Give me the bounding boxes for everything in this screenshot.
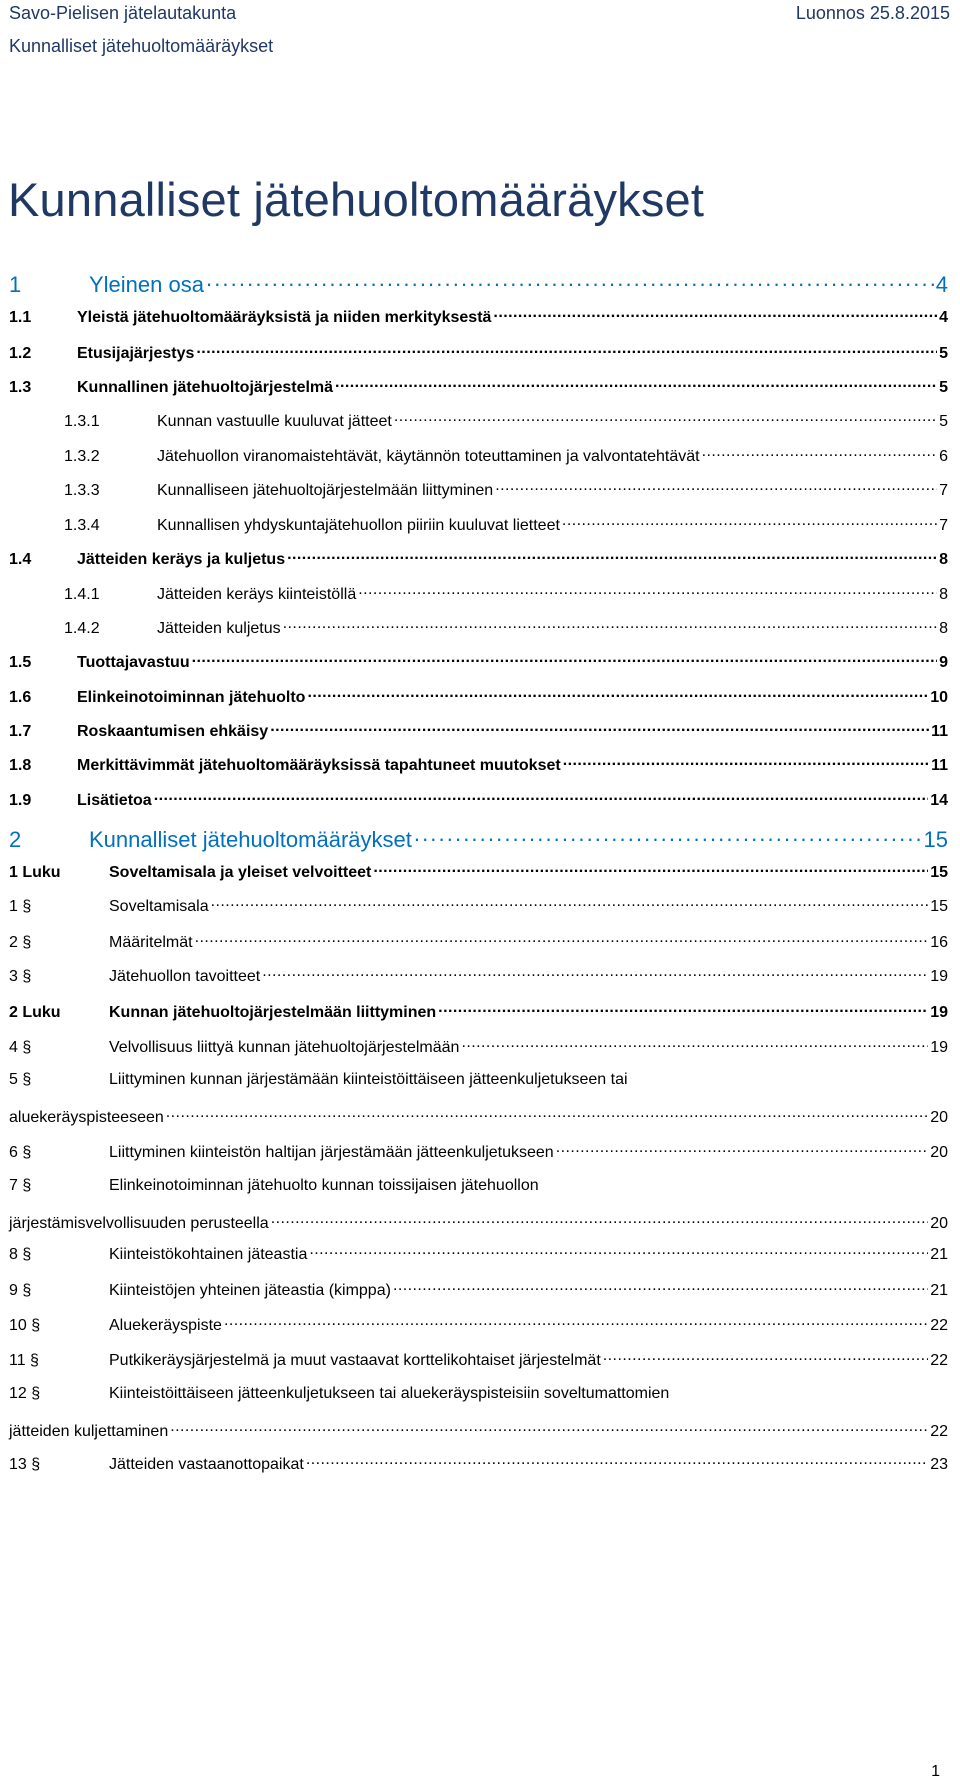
- toc-entry-number: 1.3.2: [64, 448, 100, 465]
- toc-entry-title: Kiinteistöittäiseen jätteenkuljetukseen tai aluekeräyspisteisiin soveltumattomien: [109, 1385, 670, 1402]
- toc-entry-number: 1.9: [9, 792, 32, 809]
- toc-entry[interactable]: [9, 1314, 948, 1335]
- leader-dots: [495, 479, 937, 495]
- toc-entry[interactable]: [9, 1036, 948, 1057]
- toc-entry-number: 1 Luku: [9, 864, 61, 881]
- leader-dots: [335, 376, 937, 392]
- toc-page-number: 22: [930, 1423, 948, 1440]
- toc-entry-number: 1 §: [9, 898, 32, 915]
- toc-entry-number: 13 §: [9, 1456, 41, 1473]
- toc-entry[interactable]: [9, 342, 948, 363]
- leader-dots: [206, 270, 934, 292]
- toc-page-number: 4: [935, 272, 948, 297]
- toc-page-number: 7: [939, 517, 948, 534]
- toc-entry-title: Määritelmät: [109, 934, 193, 951]
- toc-entry-title: Kunnalliseen jätehuoltojärjestelmään liittyminen: [157, 482, 494, 499]
- toc-entry-number: 1.3.4: [64, 517, 100, 534]
- leader-dots: [287, 548, 937, 564]
- page-number: 1: [931, 1763, 940, 1780]
- toc-entry[interactable]: [9, 1001, 948, 1022]
- toc-entry-number: 1.5: [9, 654, 32, 671]
- leader-dots: [192, 651, 937, 667]
- toc-page-number: 20: [930, 1109, 948, 1126]
- toc-entry-number: 4 §: [9, 1039, 32, 1056]
- toc-entry-number: 1.3: [9, 379, 32, 396]
- toc-page-number: 7: [939, 482, 948, 499]
- toc-entry-title: Lisätietoa: [77, 792, 152, 809]
- toc-entry[interactable]: [9, 720, 948, 741]
- toc-page-number: 8: [939, 586, 948, 603]
- header-draft-date: Luonnos 25.8.2015: [795, 3, 950, 23]
- leader-dots: [196, 342, 937, 358]
- header-organization: Savo-Pielisen jätelautakunta: [9, 3, 237, 23]
- toc-entry[interactable]: [9, 1349, 948, 1370]
- toc-entry-number: 1.8: [9, 757, 32, 774]
- toc-page-number: 21: [930, 1246, 948, 1263]
- toc-entry-number: 8 §: [9, 1246, 32, 1263]
- toc-entry-title-continued: jätteiden kuljettaminen: [9, 1423, 169, 1440]
- toc-entry-number: 5 §: [9, 1071, 32, 1088]
- toc-entry-title: Aluekeräyspiste: [109, 1317, 222, 1334]
- leader-dots: [358, 583, 937, 599]
- toc-entry[interactable]: [9, 1141, 948, 1162]
- toc-entry-title: Jätteiden vastaanottopaikat: [109, 1456, 304, 1473]
- toc-entry-number: 9 §: [9, 1282, 32, 1299]
- toc-entry-title: Liittyminen kunnan järjestämään kiinteistöittäiseen jätteenkuljetukseen tai: [109, 1071, 628, 1088]
- leader-dots: [270, 720, 929, 736]
- toc-entry-number: 2: [9, 827, 22, 852]
- toc-entry-title-continued: järjestämisvelvollisuuden perusteella: [9, 1215, 269, 1232]
- toc-page-number: 19: [930, 1039, 948, 1056]
- toc-entry-title: Kunnalliset jätehuoltomääräykset: [89, 827, 412, 852]
- toc-page-number: 5: [939, 413, 948, 430]
- toc-page-number: 15: [923, 827, 948, 852]
- toc-entry-title: Jätteiden keräys kiinteistöllä: [157, 586, 357, 603]
- toc-page-number: 22: [930, 1352, 948, 1369]
- toc-page-number: 20: [930, 1215, 948, 1232]
- leader-dots: [493, 306, 937, 322]
- toc-entry-number: 1.4.2: [64, 620, 100, 637]
- toc-entry-title: Tuottajavastuu: [77, 654, 190, 671]
- toc-entry-number: 1: [9, 272, 22, 297]
- table-of-contents: [9, 0, 948, 1789]
- leader-dots: [224, 1314, 928, 1330]
- toc-entry-number: 1.4.1: [64, 586, 100, 603]
- toc-entry-number: 1.3.1: [64, 413, 100, 430]
- toc-entry-title: Jätehuollon viranomaistehtävät, käytännön toteuttaminen ja valvontatehtävät: [157, 448, 700, 465]
- toc-entry[interactable]: [9, 895, 948, 916]
- toc-entry-continuation[interactable]: [9, 1106, 948, 1127]
- toc-entry[interactable]: [9, 583, 948, 604]
- toc-entry-title: Yleinen osa: [89, 272, 204, 297]
- toc-entry-title: Roskaantumisen ehkäisy: [77, 723, 269, 740]
- toc-page-number: 8: [939, 620, 948, 637]
- leader-dots: [262, 965, 928, 981]
- toc-entry-number: 3 §: [9, 968, 32, 985]
- toc-entry[interactable]: [9, 686, 948, 707]
- toc-entry-number: 10 §: [9, 1317, 41, 1334]
- toc-entry[interactable]: [9, 651, 948, 672]
- leader-dots: [603, 1349, 928, 1365]
- toc-page-number: 8: [939, 551, 948, 568]
- toc-entry-title: Kiinteistöjen yhteinen jäteastia (kimppa): [109, 1282, 391, 1299]
- leader-dots: [170, 1420, 928, 1436]
- toc-entry-title: Kunnallisen yhdyskuntajätehuollon piiriin kuuluvat lietteet: [157, 517, 560, 534]
- leader-dots: [562, 514, 937, 530]
- leader-dots: [373, 861, 928, 877]
- toc-entry-title: Kunnan jätehuoltojärjestelmään liittyminen: [109, 1004, 437, 1021]
- toc-entry-title: Kunnallinen jätehuoltojärjestelmä: [77, 379, 334, 396]
- toc-entry-number: 11 §: [9, 1352, 39, 1369]
- toc-entry[interactable]: [9, 410, 948, 431]
- toc-page-number: 16: [930, 934, 948, 951]
- toc-entry-title: Kiinteistökohtainen jäteastia: [109, 1246, 308, 1263]
- toc-entry[interactable]: [9, 617, 948, 638]
- toc-entry[interactable]: [9, 445, 948, 466]
- leader-dots: [307, 686, 928, 702]
- toc-entry[interactable]: [9, 789, 948, 810]
- leader-dots: [309, 1243, 928, 1259]
- toc-entry-title: Soveltamisala ja yleiset velvoitteet: [109, 864, 372, 881]
- toc-entry-title: Jätehuollon tavoitteet: [109, 968, 261, 985]
- toc-entry[interactable]: [9, 1453, 948, 1474]
- toc-entry-title: Yleistä jätehuoltomääräyksistä ja niiden merkityksestä: [77, 309, 492, 326]
- toc-page-number: 9: [939, 654, 948, 671]
- toc-entry[interactable]: [9, 376, 948, 397]
- toc-entry[interactable]: [9, 1243, 948, 1264]
- leader-dots: [556, 1141, 929, 1157]
- toc-page-number: 5: [939, 345, 948, 362]
- toc-page-number: 20: [930, 1144, 948, 1161]
- toc-page-number: 6: [939, 448, 948, 465]
- toc-entry[interactable]: [9, 1279, 948, 1300]
- toc-entry[interactable]: [9, 861, 948, 882]
- toc-entry[interactable]: [9, 1177, 948, 1195]
- toc-entry-number: 6 §: [9, 1144, 32, 1161]
- toc-entry-title: Elinkeinotoiminnan jätehuolto kunnan toissijaisen jätehuollon: [109, 1177, 539, 1194]
- leader-dots: [461, 1036, 928, 1052]
- toc-entry-number: 1.1: [9, 309, 32, 326]
- toc-page-number: 19: [930, 1004, 948, 1021]
- toc-entry-number: 1.3.3: [64, 482, 100, 499]
- leader-dots: [306, 1453, 928, 1469]
- toc-entry-title: Velvollisuus liittyä kunnan jätehuoltojärjestelmään: [109, 1039, 460, 1056]
- toc-entry-number: 12 §: [9, 1385, 41, 1402]
- toc-entry[interactable]: [9, 965, 948, 986]
- toc-page-number: 4: [939, 309, 948, 326]
- header-document-title: Kunnalliset jätehuoltomääräykset: [9, 36, 274, 56]
- leader-dots: [393, 1279, 928, 1295]
- toc-entry-title: Kunnan vastuulle kuuluvat jätteet: [157, 413, 392, 430]
- toc-entry-number: 7 §: [9, 1177, 32, 1194]
- toc-page-number: 11: [931, 723, 948, 740]
- toc-page-number: 23: [930, 1456, 948, 1473]
- toc-entry-continuation[interactable]: [9, 1212, 948, 1233]
- toc-entry-continuation[interactable]: [9, 1420, 948, 1441]
- leader-dots: [154, 789, 929, 805]
- toc-entry[interactable]: [9, 514, 948, 535]
- toc-page-number: 19: [930, 968, 948, 985]
- leader-dots: [563, 754, 929, 770]
- toc-entry-number: 1.6: [9, 689, 32, 706]
- toc-entry-title-continued: aluekeräyspisteeseen: [9, 1109, 164, 1126]
- toc-entry[interactable]: [9, 1071, 948, 1089]
- toc-entry-number: 2 §: [9, 934, 32, 951]
- toc-entry-number: 1.7: [9, 723, 32, 740]
- leader-dots: [166, 1106, 928, 1122]
- toc-page-number: 11: [931, 757, 948, 774]
- toc-entry-number: 1.2: [9, 345, 32, 362]
- toc-entry[interactable]: [9, 306, 948, 327]
- leader-dots: [283, 617, 937, 633]
- leader-dots: [211, 895, 929, 911]
- toc-page-number: 10: [930, 689, 948, 706]
- toc-entry-title: Liittyminen kiinteistön haltijan järjestämään jätteenkuljetukseen: [109, 1144, 554, 1161]
- toc-entry-title: Merkittävimmät jätehuoltomääräyksissä tapahtuneet muutokset: [77, 757, 561, 774]
- toc-entry-title: Jätteiden kuljetus: [157, 620, 281, 637]
- toc-entry-title: Soveltamisala: [109, 898, 209, 915]
- toc-entry[interactable]: [9, 754, 948, 775]
- toc-entry[interactable]: [9, 931, 948, 952]
- toc-entry-number: 1.4: [9, 551, 32, 568]
- toc-page-number: 15: [930, 864, 948, 881]
- toc-entry[interactable]: [9, 548, 948, 569]
- leader-dots: [702, 445, 938, 461]
- toc-entry-title: Putkikeräysjärjestelmä ja muut vastaavat korttelikohtaiset järjestelmät: [109, 1352, 601, 1369]
- toc-entry[interactable]: [9, 1385, 948, 1403]
- toc-entry[interactable]: [9, 479, 948, 500]
- leader-dots: [271, 1212, 929, 1228]
- leader-dots: [414, 825, 922, 847]
- toc-entry[interactable]: [9, 270, 948, 298]
- toc-entry-title: Etusijajärjestys: [77, 345, 195, 362]
- toc-page-number: 15: [930, 898, 948, 915]
- page-title: Kunnalliset jätehuoltomääräykset: [8, 173, 705, 226]
- toc-page-number: 22: [930, 1317, 948, 1334]
- toc-page-number: 14: [930, 792, 948, 809]
- toc-entry-title: Jätteiden keräys ja kuljetus: [77, 551, 286, 568]
- leader-dots: [195, 931, 929, 947]
- toc-entry[interactable]: [9, 825, 948, 853]
- leader-dots: [438, 1001, 928, 1017]
- toc-entry-number: 2 Luku: [9, 1004, 61, 1021]
- toc-page-number: 21: [930, 1282, 948, 1299]
- toc-entry-title: Elinkeinotoiminnan jätehuolto: [77, 689, 306, 706]
- toc-page-number: 5: [939, 379, 948, 396]
- leader-dots: [394, 410, 937, 426]
